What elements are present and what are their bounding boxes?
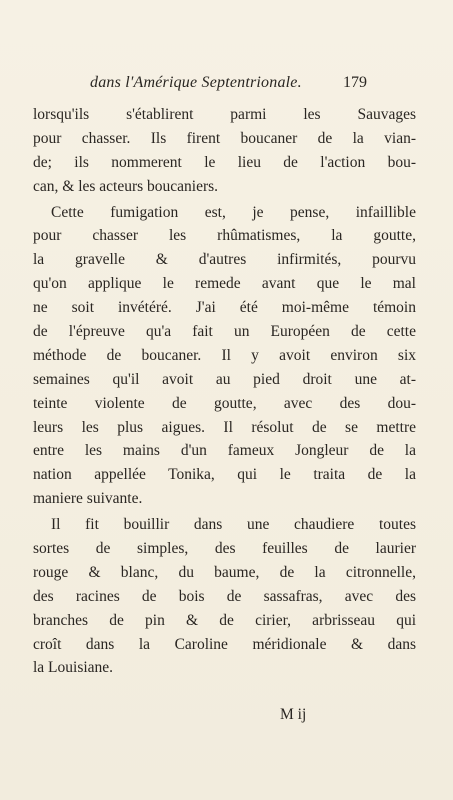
text-line: la Louisiane. [33,659,114,677]
body-text [33,103,416,680]
running-title: dans l'Amérique Septentrionale. [90,74,302,91]
text-line: des racines de bois de sassafras, avec des [33,587,416,605]
text-line: lorsqu'ils s'établirent parmi les Sauvages [33,106,416,123]
text-line: méthode de boucaner. Il y avoit environ six [33,346,416,364]
text-line: branches de pin & de cirier, arbrisseau qui [33,611,416,629]
text-line: ne soit invétéré. J'ai été moi-même témoin [33,299,416,317]
text-line: de; ils nommerent le lieu de l'action bou- [33,153,416,171]
text-line: sortes de simples, des feuilles de laurier [33,540,416,558]
text-line: Cette fumigation est, je pense, infaillible [51,203,416,221]
text-line: semaines qu'il avoit au pied droit une at- [33,370,416,388]
text-line: la gravelle & d'autres infirmités, pourvu [33,251,416,269]
text-line: entre les mains d'un fameux Jongleur de la [33,442,416,460]
text-line: rouge & blanc, du baume, de la citronnelle, [33,563,416,581]
text-line: Il fit bouillir dans une chaudiere toutes [51,516,416,534]
signature-mark: M ij [280,706,307,723]
text-line: nation appellée Tonika, qui le traita de la [33,466,416,484]
text-line: pour chasser. Ils firent boucaner de la vian- [33,129,416,147]
page-header [0,74,453,96]
text-line: pour chasser les rhûmatismes, la goutte, [33,227,416,245]
text-line: leurs les plus aigues. Il résolut de se mettre [33,418,416,436]
text-line: de l'épreuve qu'a fait un Européen de cette [33,323,416,341]
text-line: maniere suivante. [33,490,143,508]
text-line: qu'on applique le remede avant que le mal [33,275,416,293]
page-number: 179 [343,74,367,91]
text-line: teinte violente de goutte, avec des dou- [33,394,416,412]
text-line: can, & les acteurs boucaniers. [33,177,219,195]
text-line: croît dans la Caroline méridionale & dans [33,635,416,653]
